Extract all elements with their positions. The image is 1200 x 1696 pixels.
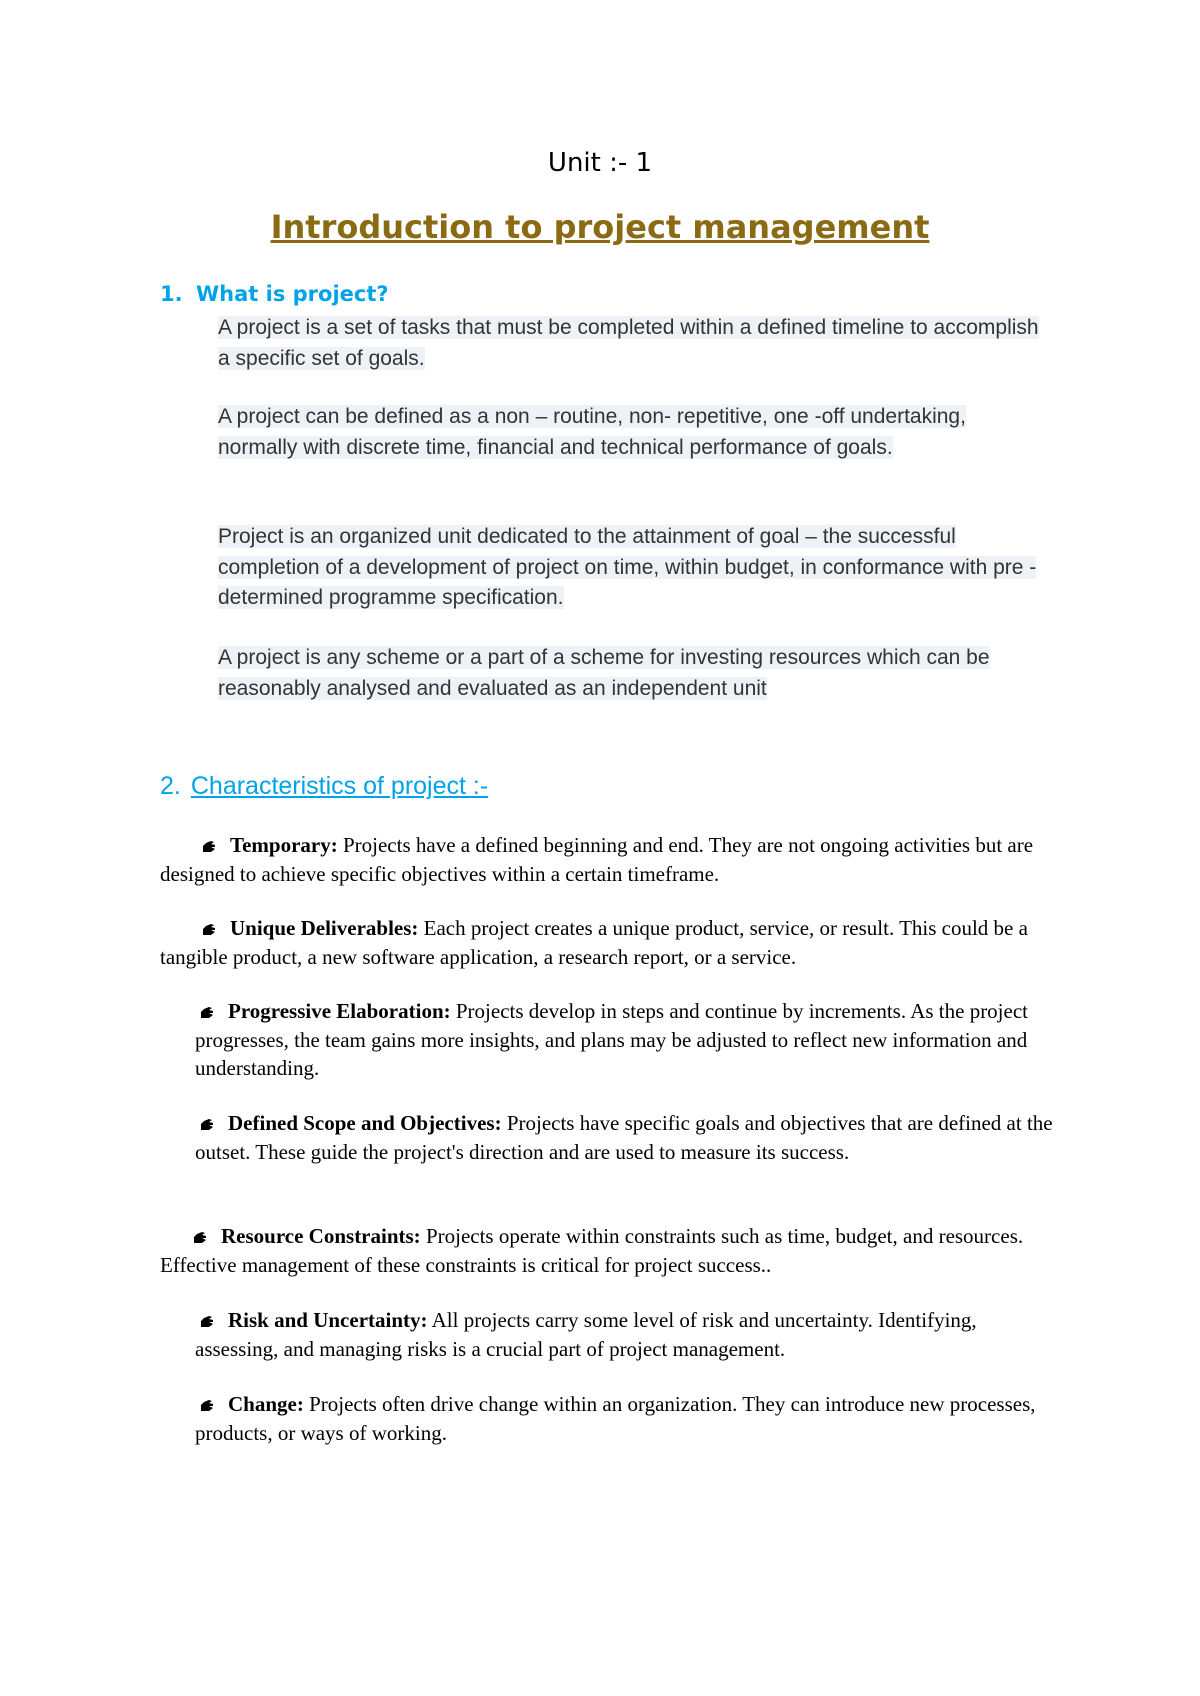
characteristic-item (195, 1109, 1053, 1166)
section-1-heading (160, 282, 389, 306)
section-2-number: 2. (160, 772, 181, 800)
characteristic-term: Unique Deliverables: (230, 916, 419, 940)
characteristic-item (195, 1306, 1053, 1363)
characteristic-term: Change: (228, 1392, 304, 1416)
definition-paragraph (218, 402, 1048, 463)
writing-hand-icon (200, 1315, 214, 1328)
writing-hand-icon (202, 840, 216, 853)
section-2-heading (160, 772, 488, 801)
characteristic-item (195, 997, 1053, 1083)
characteristic-item (160, 1222, 1055, 1279)
characteristic-item (160, 914, 1040, 971)
definition-text: A project can be defined as a non – routine, non- repetitive, one -off undertaking, normally with discrete time, financial and technical performance of goals. (218, 405, 966, 459)
characteristic-text: Projects operate within constraints such as time, budget, and resources. Effective management of these constraints is critical for project success.. (160, 1224, 1024, 1277)
definition-text: A project is a set of tasks that must be completed within a defined timeline to accomplish a specific set of goals. (218, 316, 1039, 370)
definition-text: Project is an organized unit dedicated to the attainment of goal – the successful completion of a development of project on time, within budget, in conformance with pre -determined programme specification. (218, 525, 1037, 609)
characteristic-item (160, 831, 1040, 888)
definition-paragraph (218, 313, 1048, 374)
section-1-title: What is project? (196, 282, 389, 306)
writing-hand-icon (200, 1118, 214, 1131)
document-title: Introduction to project management (270, 208, 930, 246)
characteristic-text: Each project creates a unique product, service, or result. This could be a tangible product, a new software application, a research report, or a service. (160, 916, 1028, 969)
definition-paragraph (218, 643, 1048, 704)
characteristic-text: Projects have a defined beginning and end. They are not ongoing activities but are designed to achieve specific objectives within a certain timeframe. (160, 833, 1034, 886)
characteristic-text: Projects have specific goals and objectives that are defined at the outset. These guide the project's direction and are used to measure its success. (195, 1111, 1053, 1164)
writing-hand-icon (193, 1231, 207, 1244)
section-1-number: 1. (160, 282, 183, 306)
definition-text: A project is any scheme or a part of a scheme for investing resources which can be reasonably analysed and evaluated as an independent unit (218, 646, 990, 700)
characteristic-term: Defined Scope and Objectives: (228, 1111, 502, 1135)
writing-hand-icon (200, 1399, 214, 1412)
characteristic-text: Projects develop in steps and continue by increments. As the project progresses, the team gains more insights, and plans may be adjusted to reflect new information and understanding. (195, 999, 1028, 1080)
characteristic-term: Resource Constraints: (221, 1224, 421, 1248)
characteristic-term: Risk and Uncertainty: (228, 1308, 428, 1332)
writing-hand-icon (200, 1006, 214, 1019)
characteristic-text: Projects often drive change within an organization. They can introduce new processes, products, or ways of working. (195, 1392, 1036, 1445)
definition-paragraph (218, 522, 1048, 614)
characteristic-term: Temporary: (230, 833, 338, 857)
writing-hand-icon (202, 923, 216, 936)
characteristic-text: All projects carry some level of risk and uncertainty. Identifying, assessing, and managing risks is a crucial part of project management. (195, 1308, 977, 1361)
characteristic-term: Progressive Elaboration: (228, 999, 451, 1023)
characteristic-item (195, 1390, 1053, 1447)
section-2-title: Characteristics of project :- (190, 772, 489, 800)
unit-label: Unit :- 1 (547, 148, 653, 178)
